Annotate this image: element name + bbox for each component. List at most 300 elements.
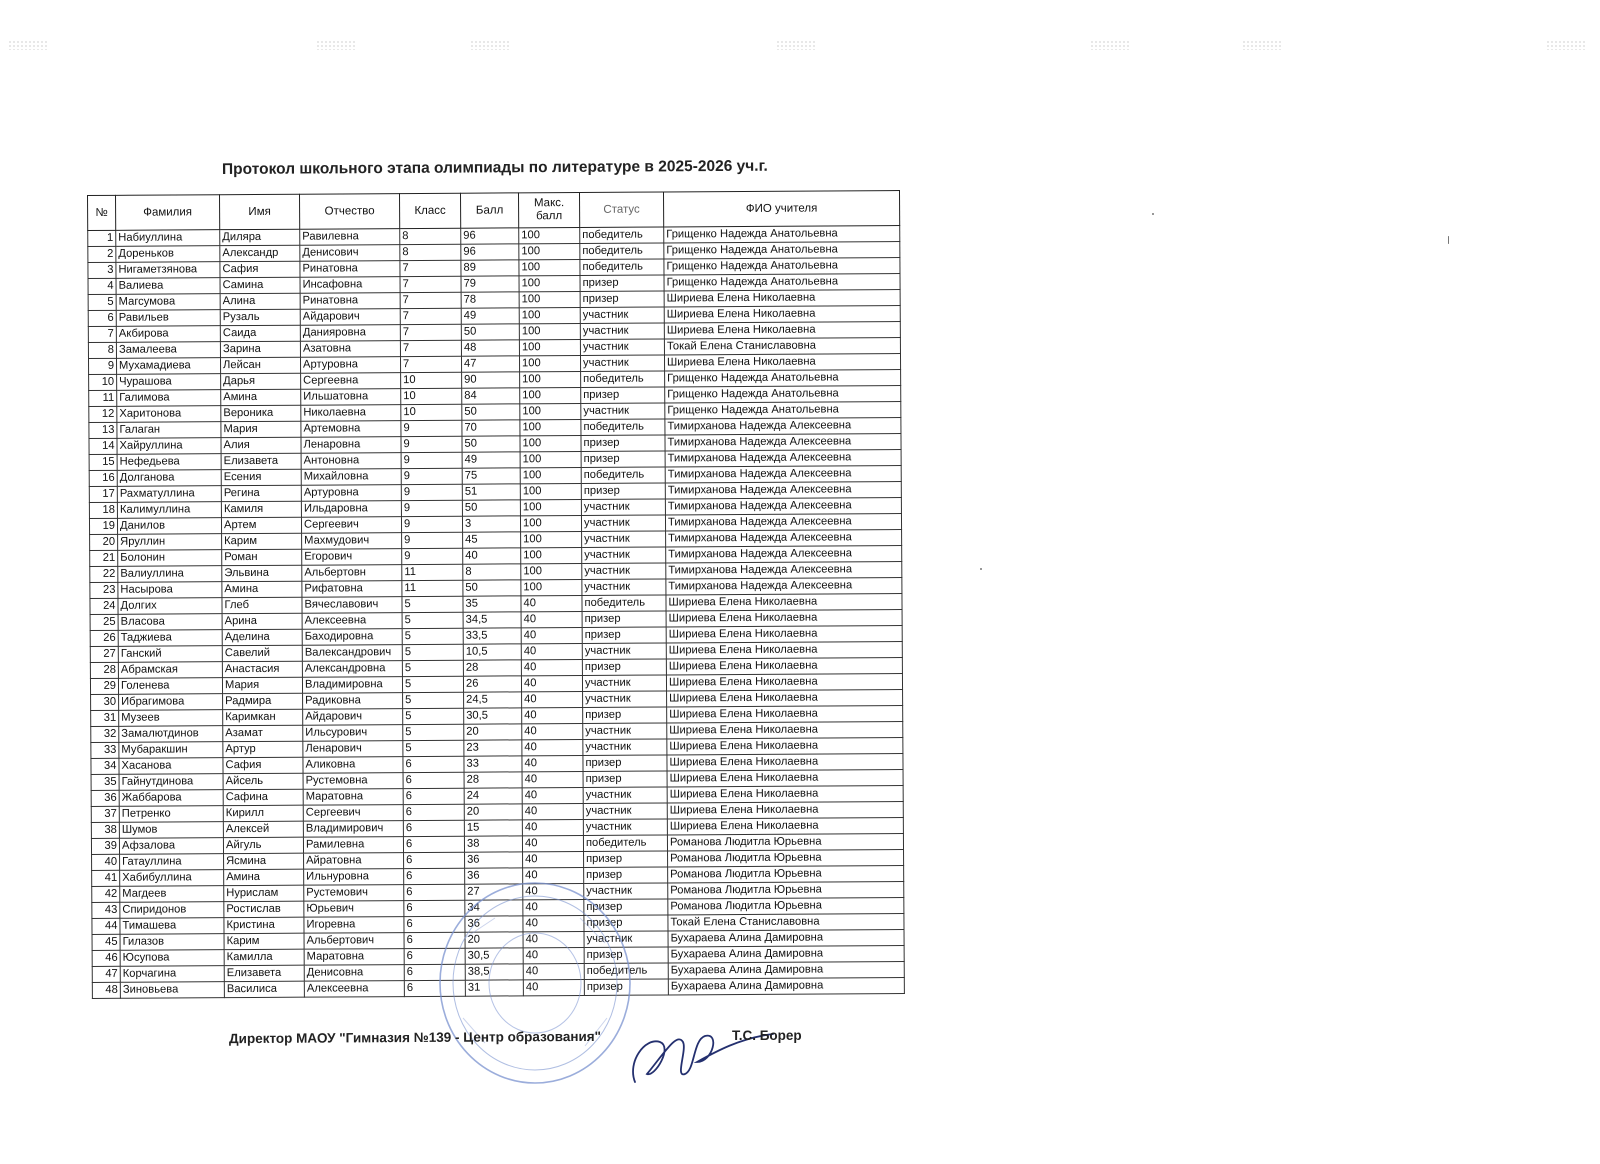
row-number-cell: 26 xyxy=(90,630,118,646)
grade-cell: 6 xyxy=(404,932,465,948)
surname-cell: Данилов xyxy=(117,518,221,535)
page-title: Протокол школьного этапа олимпиады по литературе в 2025-2026 уч.г. xyxy=(221,157,768,178)
teacher-cell: Шириева Елена Николаевна xyxy=(667,738,903,755)
patronymic-cell: Денисович xyxy=(300,245,400,262)
surname-cell: Долганова xyxy=(117,470,221,487)
director-title: Директор МАОУ "Гимназия №139 - Центр образования" xyxy=(228,1028,602,1047)
surname-cell: Замалеева xyxy=(116,342,220,359)
max-score-cell: 100 xyxy=(519,339,580,355)
grade-cell: 9 xyxy=(402,532,463,548)
first-name-cell: Карим xyxy=(222,533,302,549)
max-score-cell: 100 xyxy=(519,227,580,243)
row-number-cell: 20 xyxy=(90,534,118,550)
grade-cell: 9 xyxy=(401,484,462,500)
surname-cell: Зиновьева xyxy=(120,982,224,999)
first-name-cell: Роман xyxy=(222,549,302,565)
teacher-cell: Бухараева Алина Дамировна xyxy=(668,978,904,995)
patronymic-cell: Алексеевна xyxy=(304,981,404,998)
patronymic-cell: Ильшатовна xyxy=(301,389,401,406)
score-cell: 50 xyxy=(462,500,520,516)
score-cell: 8 xyxy=(463,564,521,580)
patronymic-cell: Рустемович xyxy=(304,885,404,902)
max-score-cell: 100 xyxy=(520,435,581,451)
director-name: Т.С. Борер xyxy=(732,1028,802,1043)
surname-cell: Долгих xyxy=(118,598,222,615)
teacher-cell: Грищенко Надежда Анатольевна xyxy=(664,226,900,243)
teacher-cell: Тимирханова Надежда Алексеевна xyxy=(666,546,902,563)
first-name-cell: Глеб xyxy=(222,597,302,613)
surname-cell: Таджиева xyxy=(118,630,222,647)
teacher-cell: Грищенко Надежда Анатольевна xyxy=(664,274,900,291)
score-cell: 3 xyxy=(462,516,520,532)
row-number-cell: 3 xyxy=(88,262,116,278)
surname-cell: Тимашева xyxy=(120,918,224,935)
patronymic-cell: Ленаровна xyxy=(301,437,401,454)
score-cell: 20 xyxy=(465,932,523,948)
patronymic-cell: Вячеславович xyxy=(302,597,402,614)
score-cell: 49 xyxy=(461,308,519,324)
teacher-cell: Романова Людитла Юрьевна xyxy=(668,850,904,867)
grade-cell: 6 xyxy=(404,916,465,932)
first-name-cell: Сафия xyxy=(223,757,303,773)
teacher-cell: Шириева Елена Николаевна xyxy=(666,658,902,675)
first-name-cell: Алина xyxy=(220,293,300,309)
teacher-cell: Грищенко Надежда Анатольевна xyxy=(664,242,900,259)
scan-noise xyxy=(1546,40,1586,50)
max-score-cell: 100 xyxy=(520,515,581,531)
surname-cell: Жаббарова xyxy=(119,790,223,807)
patronymic-cell: Альбертовн xyxy=(302,565,402,582)
first-name-cell: Артем xyxy=(221,517,301,533)
patronymic-cell: Ильсурович xyxy=(303,725,403,742)
surname-cell: Магсумова xyxy=(116,294,220,311)
max-score-cell: 40 xyxy=(523,979,584,995)
grade-cell: 9 xyxy=(401,516,462,532)
teacher-cell: Шириева Елена Николаевна xyxy=(667,722,903,739)
status-cell: участник xyxy=(582,675,666,692)
first-name-cell: Амина xyxy=(221,389,301,405)
surname-cell: Корчагина xyxy=(120,966,224,983)
row-number-cell: 13 xyxy=(89,422,117,438)
max-score-cell: 40 xyxy=(521,643,582,659)
row-number-cell: 30 xyxy=(91,694,119,710)
scan-dot xyxy=(1448,236,1449,244)
grade-cell: 5 xyxy=(403,708,464,724)
status-cell: призер xyxy=(583,707,667,724)
first-name-cell: Артур xyxy=(223,741,303,757)
surname-cell: Калимуллина xyxy=(117,502,221,519)
status-cell: участник xyxy=(583,739,667,756)
first-name-cell: Елизавета xyxy=(224,965,304,981)
patronymic-cell: Валександрович xyxy=(302,645,402,662)
score-cell: 35 xyxy=(463,596,521,612)
score-cell: 50 xyxy=(462,436,520,452)
row-number-cell: 40 xyxy=(92,854,120,870)
patronymic-cell: Антоновна xyxy=(301,453,401,470)
max-score-cell: 100 xyxy=(519,355,580,371)
patronymic-cell: Александровна xyxy=(302,661,402,678)
row-number-cell: 35 xyxy=(91,774,119,790)
status-cell: победитель xyxy=(581,467,665,484)
max-score-cell: 40 xyxy=(522,739,583,755)
grade-cell: 9 xyxy=(401,500,462,516)
teacher-cell: Романова Людитла Юрьевна xyxy=(667,834,903,851)
first-name-cell: Василиса xyxy=(224,981,304,997)
max-score-cell: 100 xyxy=(520,419,581,435)
grade-cell: 7 xyxy=(400,260,461,276)
teacher-cell: Бухараева Алина Дамировна xyxy=(668,946,904,963)
surname-cell: Спиридонов xyxy=(120,902,224,919)
patronymic-cell: Артемовна xyxy=(301,421,401,438)
patronymic-cell: Ринатовна xyxy=(300,293,400,310)
patronymic-cell: Рифатовна xyxy=(302,581,402,598)
teacher-cell: Грищенко Надежда Анатольевна xyxy=(665,402,901,419)
row-number-cell: 16 xyxy=(89,470,117,486)
teacher-cell: Шириева Елена Николаевна xyxy=(666,642,902,659)
teacher-cell: Шириева Елена Николаевна xyxy=(667,706,903,723)
max-score-cell: 40 xyxy=(523,883,584,899)
max-score-cell: 100 xyxy=(519,291,580,307)
patronymic-cell: Рустемовна xyxy=(303,773,403,790)
score-cell: 24 xyxy=(464,788,522,804)
patronymic-cell: Махмудович xyxy=(302,533,402,550)
grade-cell: 9 xyxy=(401,420,462,436)
surname-cell: Галаган xyxy=(117,422,221,439)
max-score-cell: 100 xyxy=(520,451,581,467)
score-cell: 23 xyxy=(464,740,522,756)
score-cell: 15 xyxy=(464,820,522,836)
teacher-cell: Тимирханова Надежда Алексеевна xyxy=(665,466,901,483)
status-cell: участник xyxy=(584,931,668,948)
max-score-cell: 100 xyxy=(519,307,580,323)
teacher-cell: Тимирханова Надежда Алексеевна xyxy=(666,562,902,579)
grade-cell: 6 xyxy=(404,900,465,916)
score-cell: 47 xyxy=(461,356,519,372)
grade-cell: 11 xyxy=(402,564,463,580)
surname-cell: Набиуллина xyxy=(116,230,220,247)
status-cell: призер xyxy=(584,915,668,932)
patronymic-cell: Егорович xyxy=(302,549,402,566)
first-name-cell: Зарина xyxy=(220,341,300,357)
teacher-cell: Шириева Елена Николаевна xyxy=(667,754,903,771)
row-number-cell: 38 xyxy=(91,822,119,838)
grade-cell: 9 xyxy=(401,436,462,452)
score-cell: 84 xyxy=(462,388,520,404)
row-number-cell: 25 xyxy=(90,614,118,630)
score-cell: 96 xyxy=(461,228,519,244)
max-score-cell: 40 xyxy=(521,659,582,675)
patronymic-cell: Ринатовна xyxy=(300,261,400,278)
max-score-cell: 40 xyxy=(523,963,584,979)
first-name-cell: Сафина xyxy=(223,789,303,805)
grade-cell: 7 xyxy=(400,356,461,372)
teacher-cell: Романова Людитла Юрьевна xyxy=(668,882,904,899)
surname-cell: Гилазов xyxy=(120,934,224,951)
grade-cell: 6 xyxy=(404,964,465,980)
row-number-cell: 22 xyxy=(90,566,118,582)
col-header-number: № xyxy=(88,195,116,230)
score-cell: 75 xyxy=(462,468,520,484)
score-cell: 24,5 xyxy=(464,692,522,708)
surname-cell: Чурашова xyxy=(117,374,221,391)
grade-cell: 9 xyxy=(402,548,463,564)
teacher-cell: Тимирханова Надежда Алексеевна xyxy=(666,578,902,595)
score-cell: 10,5 xyxy=(463,644,521,660)
patronymic-cell: Сергеевич xyxy=(301,517,401,534)
row-number-cell: 21 xyxy=(90,550,118,566)
col-header-teacher: ФИО учителя xyxy=(663,191,899,227)
surname-cell: Афзалова xyxy=(119,838,223,855)
grade-cell: 7 xyxy=(400,308,461,324)
surname-cell: Ибрагимова xyxy=(119,694,223,711)
status-cell: участник xyxy=(583,691,667,708)
row-number-cell: 14 xyxy=(89,438,117,454)
surname-cell: Ганский xyxy=(118,646,222,663)
col-header-max-score: Макс. балл xyxy=(518,192,579,227)
patronymic-cell: Айдарович xyxy=(300,309,400,326)
teacher-cell: Шириева Елена Николаевна xyxy=(667,818,903,835)
grade-cell: 5 xyxy=(402,660,463,676)
surname-cell: Нефедьева xyxy=(117,454,221,471)
teacher-cell: Шириева Елена Николаевна xyxy=(664,306,900,323)
scan-dot xyxy=(1152,213,1154,215)
score-cell: 34 xyxy=(465,900,523,916)
grade-cell: 8 xyxy=(400,228,461,244)
scan-noise xyxy=(1090,40,1130,50)
grade-cell: 10 xyxy=(401,404,462,420)
max-score-cell: 40 xyxy=(523,947,584,963)
surname-cell: Шумов xyxy=(119,822,223,839)
status-cell: участник xyxy=(584,883,668,900)
grade-cell: 10 xyxy=(401,388,462,404)
status-cell: победитель xyxy=(580,227,664,244)
row-number-cell: 41 xyxy=(92,870,120,886)
col-header-grade: Класс xyxy=(399,193,460,228)
grade-cell: 9 xyxy=(401,452,462,468)
teacher-cell: Тимирханова Надежда Алексеевна xyxy=(666,530,902,547)
status-cell: победитель xyxy=(583,835,667,852)
row-number-cell: 11 xyxy=(89,390,117,406)
row-number-cell: 33 xyxy=(91,742,119,758)
status-cell: участник xyxy=(580,323,664,340)
first-name-cell: Рузаль xyxy=(220,309,300,325)
score-cell: 20 xyxy=(464,724,522,740)
grade-cell: 5 xyxy=(403,724,464,740)
status-cell: победитель xyxy=(582,595,666,612)
row-number-cell: 45 xyxy=(92,934,120,950)
row-number-cell: 48 xyxy=(92,982,120,998)
scan-noise xyxy=(1242,40,1282,50)
status-cell: участник xyxy=(582,579,666,596)
score-cell: 20 xyxy=(464,804,522,820)
surname-cell: Хабибуллина xyxy=(120,870,224,887)
teacher-cell: Грищенко Надежда Анатольевна xyxy=(664,258,900,275)
max-score-cell: 40 xyxy=(522,707,583,723)
row-number-cell: 43 xyxy=(92,902,120,918)
surname-cell: Харитонова xyxy=(117,406,221,423)
grade-cell: 7 xyxy=(400,276,461,292)
row-number-cell: 23 xyxy=(90,582,118,598)
max-score-cell: 100 xyxy=(520,467,581,483)
score-cell: 50 xyxy=(461,324,519,340)
first-name-cell: Лейсан xyxy=(220,357,300,373)
score-cell: 90 xyxy=(462,372,520,388)
patronymic-cell: Альбертович xyxy=(304,933,404,950)
score-cell: 26 xyxy=(463,676,521,692)
score-cell: 28 xyxy=(464,772,522,788)
scan-dot xyxy=(980,568,982,570)
teacher-cell: Тимирханова Надежда Алексеевна xyxy=(665,418,901,435)
status-cell: победитель xyxy=(584,963,668,980)
first-name-cell: Алексей xyxy=(223,821,303,837)
status-cell: победитель xyxy=(581,371,665,388)
patronymic-cell: Радиковна xyxy=(303,693,403,710)
patronymic-cell: Михайловна xyxy=(301,469,401,486)
max-score-cell: 40 xyxy=(523,851,584,867)
status-cell: призер xyxy=(583,755,667,772)
teacher-cell: Шириева Елена Николаевна xyxy=(664,290,900,307)
row-number-cell: 34 xyxy=(91,758,119,774)
first-name-cell: Самина xyxy=(220,277,300,293)
max-score-cell: 40 xyxy=(523,931,584,947)
first-name-cell: Айсель xyxy=(223,773,303,789)
scan-noise xyxy=(470,40,510,50)
score-cell: 38 xyxy=(464,836,522,852)
teacher-cell: Токай Елена Станиславовна xyxy=(668,914,904,931)
grade-cell: 7 xyxy=(400,340,461,356)
status-cell: участник xyxy=(580,339,664,356)
status-cell: призер xyxy=(581,451,665,468)
status-cell: призер xyxy=(581,483,665,500)
score-cell: 31 xyxy=(465,980,523,996)
patronymic-cell: Ленарович xyxy=(303,741,403,758)
status-cell: участник xyxy=(581,515,665,532)
first-name-cell: Радмира xyxy=(223,693,303,709)
status-cell: участник xyxy=(581,499,665,516)
status-cell: участник xyxy=(583,787,667,804)
row-number-cell: 46 xyxy=(92,950,120,966)
first-name-cell: Савелий xyxy=(222,645,302,661)
status-cell: участник xyxy=(582,563,666,580)
row-number-cell: 12 xyxy=(89,406,117,422)
status-cell: призер xyxy=(584,867,668,884)
status-cell: призер xyxy=(582,627,666,644)
grade-cell: 6 xyxy=(403,820,464,836)
max-score-cell: 40 xyxy=(521,627,582,643)
scan-noise xyxy=(316,40,356,50)
status-cell: участник xyxy=(583,803,667,820)
row-number-cell: 36 xyxy=(91,790,119,806)
score-cell: 33,5 xyxy=(463,628,521,644)
score-cell: 50 xyxy=(462,404,520,420)
patronymic-cell: Алексеевна xyxy=(302,613,402,630)
status-cell: призер xyxy=(582,611,666,628)
col-header-score: Балл xyxy=(460,193,518,228)
teacher-cell: Романова Людитла Юрьевна xyxy=(668,898,904,915)
surname-cell: Валиуллина xyxy=(118,566,222,583)
score-cell: 36 xyxy=(465,916,523,932)
first-name-cell: Мария xyxy=(221,421,301,437)
patronymic-cell: Данияровна xyxy=(300,325,400,342)
first-name-cell: Кристина xyxy=(224,917,304,933)
surname-cell: Хасанова xyxy=(119,758,223,775)
patronymic-cell: Артуровна xyxy=(300,357,400,374)
patronymic-cell: Маратовна xyxy=(304,949,404,966)
col-header-name: Имя xyxy=(220,194,300,229)
patronymic-cell: Владимирович xyxy=(303,821,403,838)
score-cell: 48 xyxy=(461,340,519,356)
score-cell: 45 xyxy=(463,532,521,548)
teacher-cell: Шириева Елена Николаевна xyxy=(666,594,902,611)
row-number-cell: 27 xyxy=(90,646,118,662)
max-score-cell: 100 xyxy=(521,531,582,547)
score-cell: 33 xyxy=(464,756,522,772)
teacher-cell: Шириева Елена Николаевна xyxy=(667,770,903,787)
max-score-cell: 100 xyxy=(520,371,581,387)
patronymic-cell: Николаевна xyxy=(301,405,401,422)
status-cell: победитель xyxy=(581,419,665,436)
max-score-cell: 40 xyxy=(522,787,583,803)
row-number-cell: 1 xyxy=(88,230,116,246)
grade-cell: 6 xyxy=(403,772,464,788)
grade-cell: 11 xyxy=(402,580,463,596)
first-name-cell: Александр xyxy=(220,245,300,261)
max-score-cell: 40 xyxy=(521,675,582,691)
teacher-cell: Грищенко Надежда Анатольевна xyxy=(665,386,901,403)
row-number-cell: 8 xyxy=(88,342,116,358)
patronymic-cell: Айратовна xyxy=(304,853,404,870)
max-score-cell: 40 xyxy=(522,771,583,787)
grade-cell: 5 xyxy=(402,612,463,628)
patronymic-cell: Равилевна xyxy=(300,229,400,246)
teacher-cell: Токай Елена Станиславовна xyxy=(664,338,900,355)
row-number-cell: 2 xyxy=(88,246,116,262)
grade-cell: 5 xyxy=(402,596,463,612)
row-number-cell: 4 xyxy=(88,278,116,294)
first-name-cell: Регина xyxy=(221,485,301,501)
patronymic-cell: Денисовна xyxy=(304,965,404,982)
patronymic-cell: Инсафовна xyxy=(300,277,400,294)
grade-cell: 6 xyxy=(404,884,465,900)
score-cell: 36 xyxy=(465,868,523,884)
score-cell: 30,5 xyxy=(465,948,523,964)
first-name-cell: Ростислав xyxy=(224,901,304,917)
stamp-seal xyxy=(435,878,635,1088)
first-name-cell: Саида xyxy=(220,325,300,341)
max-score-cell: 40 xyxy=(523,915,584,931)
row-number-cell: 47 xyxy=(92,966,120,982)
grade-cell: 6 xyxy=(403,788,464,804)
teacher-cell: Тимирханова Надежда Алексеевна xyxy=(665,482,901,499)
director-signature xyxy=(625,1012,775,1092)
max-score-cell: 100 xyxy=(521,579,582,595)
patronymic-cell: Айдарович xyxy=(303,709,403,726)
grade-cell: 6 xyxy=(403,756,464,772)
first-name-cell: Есения xyxy=(221,469,301,485)
teacher-cell: Грищенко Надежда Анатольевна xyxy=(665,370,901,387)
row-number-cell: 31 xyxy=(91,710,119,726)
teacher-cell: Бухараева Алина Дамировна xyxy=(668,962,904,979)
row-number-cell: 42 xyxy=(92,886,120,902)
grade-cell: 5 xyxy=(403,692,464,708)
teacher-cell: Тимирханова Надежда Алексеевна xyxy=(665,434,901,451)
row-number-cell: 5 xyxy=(88,294,116,310)
first-name-cell: Диляра xyxy=(220,229,300,245)
status-cell: призер xyxy=(584,947,668,964)
surname-cell: Гайнутдинова xyxy=(119,774,223,791)
surname-cell: Нигаметзянова xyxy=(116,262,220,279)
col-header-surname: Фамилия xyxy=(116,195,220,231)
